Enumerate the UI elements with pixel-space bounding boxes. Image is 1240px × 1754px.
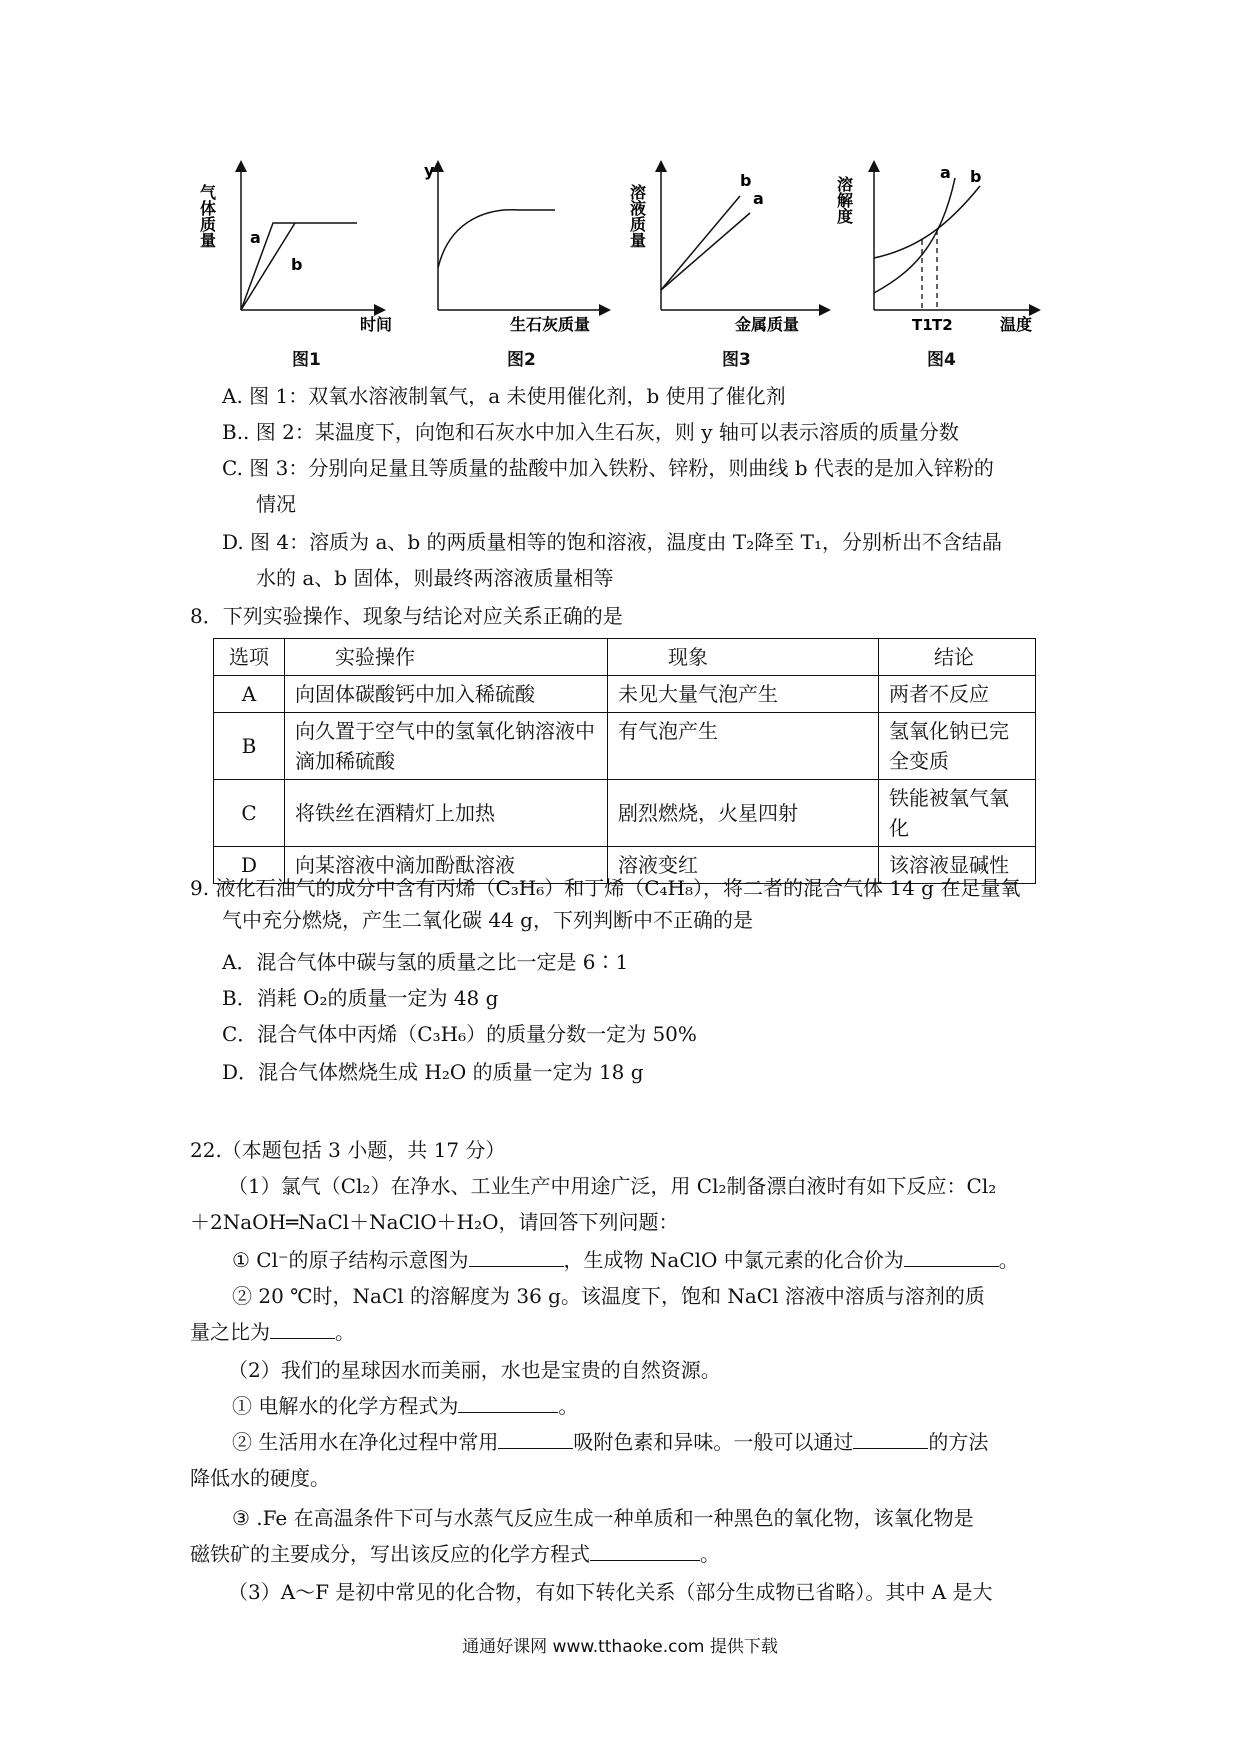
q7-option-b: B.. 图 2：某温度下，向饱和石灰水中加入生石灰，则 y 轴可以表示溶质的质量分数	[222, 420, 959, 444]
fig2-xlabel: 生石灰质量	[510, 315, 591, 334]
q8-cell: 氢氧化钠已完全变质	[879, 713, 1036, 780]
fig3-curve-b: b	[740, 171, 752, 190]
fig4-caption: 图4	[927, 350, 956, 370]
fig3-ylabel: 溶液质量	[627, 184, 647, 248]
q8-cell: 该溶液显碱性	[879, 847, 1036, 884]
q9-option-b: B．消耗 O₂的质量一定为 48 g	[222, 986, 499, 1010]
fig4-ylabel: 溶解度	[834, 176, 854, 224]
q22-header: 22.（本题包括 3 小题，共 17 分）	[190, 1138, 506, 1162]
answer-blank[interactable]	[904, 1248, 999, 1267]
fig1-ylabel: 气体质量	[197, 184, 217, 248]
q8-cell: 向固体碳酸钙中加入稀硫酸	[285, 676, 608, 713]
q8-header-option: 选项	[214, 639, 285, 676]
q22-p2: （2）我们的星球因水而美丽，水也是宝贵的自然资源。	[228, 1358, 721, 1382]
q22-p2-q3-line1: ③ .Fe 在高温条件下可与水蒸气反应生成一种单质和一种黑色的氧化物，该氧化物是	[232, 1506, 974, 1530]
table-row	[214, 676, 1036, 713]
q22-p1-q1-text-b: ，生成物 NaClO 中氯元素的化合价为	[563, 1248, 904, 1272]
answer-blank[interactable]	[458, 1394, 558, 1413]
q8-header-row	[214, 639, 1036, 676]
answer-blank[interactable]	[270, 1320, 335, 1339]
q8-cell: 溶液变红	[608, 847, 879, 884]
q8-cell: C	[214, 780, 285, 847]
answer-blank[interactable]	[590, 1542, 700, 1561]
fig4-curve-b: b	[970, 167, 982, 186]
q7-option-d-line1: D. 图 4：溶质为 a、b 的两质量相等的饱和溶液，温度由 T₂降至 T₁，分别析出不含结晶	[222, 530, 1002, 554]
fig4-t2: T2	[932, 316, 953, 334]
q9-option-a: A．混合气体中碳与氢的质量之比一定是 6∶1	[222, 950, 629, 974]
q8-table	[213, 638, 1036, 884]
page-footer: 通通好课网 www.tthaoke.com 提供下载	[462, 1637, 778, 1657]
q22-p2-q2-line1	[232, 1428, 988, 1456]
q8-cell: A	[214, 676, 285, 713]
fig2-ylabel: y	[424, 161, 435, 180]
fig3-caption: 图3	[722, 350, 751, 370]
q9-stem-line2: 气中充分燃烧，产生二氧化碳 44 g，下列判断中不正确的是	[222, 908, 753, 932]
q8-header-phenomenon: 现象	[608, 639, 879, 676]
q22-p2-q1-text-b: 。	[558, 1394, 579, 1418]
q22-p2-q3-text-b: 磁铁矿的主要成分，写出该反应的化学方程式	[190, 1542, 590, 1566]
figure-1	[197, 158, 405, 348]
q9-stem-line1: 9. 液化石油气的成分中含有丙烯（C₃H₆）和丁烯（C₄H₈），将二者的混合气体 14 g 在足量氧	[190, 876, 1021, 900]
table-row	[214, 780, 1036, 847]
q8-header-conclusion: 结论	[879, 639, 1036, 676]
q22-p2-q1-text-a: ① 电解水的化学方程式为	[232, 1394, 459, 1418]
fig1-curve-a: a	[250, 228, 261, 247]
q8-cell: 将铁丝在酒精灯上加热	[285, 780, 608, 847]
q8-header-operation: 实验操作	[285, 639, 608, 676]
fig3-curve-a: a	[753, 189, 764, 208]
q8-stem: 8．下列实验操作、现象与结论对应关系正确的是	[190, 604, 623, 628]
q22-p1-q1-text-a: ① Cl⁻的原子结构示意图为	[232, 1248, 469, 1272]
q22-p3: （3）A～F 是初中常见的化合物，有如下转化关系（部分生成物已省略）。其中 A 是大	[228, 1580, 993, 1604]
q22-p1-q2-line2	[190, 1318, 355, 1346]
q22-p1-line2: ＋2NaOH═NaCl＋NaClO＋H₂O，请回答下列问题：	[190, 1210, 679, 1234]
q8-cell: 两者不反应	[879, 676, 1036, 713]
answer-blank[interactable]	[469, 1248, 564, 1267]
q7-option-d-line2: 水的 a、b 固体，则最终两溶液质量相等	[256, 566, 614, 590]
q7-option-c-line2: 情况	[256, 492, 296, 516]
q8-cell: 有气泡产生	[608, 713, 879, 780]
q8-cell: D	[214, 847, 285, 884]
q22-p2-q2-text-b: 吸附色素和异味。一般可以通过	[573, 1430, 854, 1454]
q22-p1-q1-text-c: 。	[998, 1248, 1019, 1272]
q22-p2-q3-line2	[190, 1540, 720, 1568]
q8-cell: 向久置于空气中的氢氧化钠溶液中滴加稀硫酸	[285, 713, 608, 780]
q7-option-c-line1: C. 图 3：分别向足量且等质量的盐酸中加入铁粉、锌粉，则曲线 b 代表的是加入锌粉的	[222, 456, 994, 480]
fig3-xlabel: 金属质量	[735, 315, 800, 334]
q9-option-c: C．混合气体中丙烯（C₃H₆）的质量分数一定为 50%	[222, 1022, 697, 1046]
q22-p1-q1	[232, 1246, 1019, 1274]
q8-cell: B	[214, 713, 285, 780]
fig4-curve-a: a	[940, 163, 951, 182]
q22-p1-q2-text-c: 。	[335, 1320, 355, 1344]
answer-blank[interactable]	[853, 1430, 928, 1449]
figure-3	[627, 158, 835, 348]
q22-p1-q2-text-b: 量之比为	[190, 1320, 270, 1344]
figure-4	[834, 158, 1050, 348]
q8-cell: 向某溶液中滴加酚酞溶液	[285, 847, 608, 884]
q7-option-a: A. 图 1：双氧水溶液制氧气，a 未使用催化剂，b 使用了催化剂	[222, 384, 786, 408]
fig4-xlabel: 温度	[1000, 315, 1033, 334]
fig1-caption: 图1	[292, 350, 321, 370]
q8-cell: 未见大量气泡产生	[608, 676, 879, 713]
fig2-caption: 图2	[507, 350, 536, 370]
q9-option-d: D．混合气体燃烧生成 H₂O 的质量一定为 18 g	[222, 1060, 644, 1084]
fig1-xlabel: 时间	[360, 315, 393, 334]
fig1-curve-b: b	[291, 255, 303, 274]
q22-p2-q2-text-c: 的方法	[928, 1430, 989, 1454]
q22-p2-q1	[232, 1392, 578, 1420]
q22-p2-q3-text-c: 。	[700, 1542, 720, 1566]
table-row	[214, 713, 1036, 780]
q22-p1-line1: （1）氯气（Cl₂）在净水、工业生产中用途广泛，用 Cl₂制备漂白液时有如下反应：Cl₂	[228, 1174, 997, 1198]
answer-blank[interactable]	[498, 1430, 573, 1449]
q8-cell: 铁能被氧气氧化	[879, 780, 1036, 847]
fig4-t1: T1	[912, 316, 933, 334]
q22-p2-q2-line2: 降低水的硬度。	[190, 1466, 330, 1490]
figure-2	[420, 158, 620, 348]
q8-cell: 剧烈燃烧，火星四射	[608, 780, 879, 847]
q22-p2-q2-text-a: ② 生活用水在净化过程中常用	[232, 1430, 499, 1454]
q22-p1-q2-line1: ② 20 ℃时，NaCl 的溶解度为 36 g。该温度下，饱和 NaCl 溶液中溶质与溶剂的质	[232, 1284, 985, 1308]
